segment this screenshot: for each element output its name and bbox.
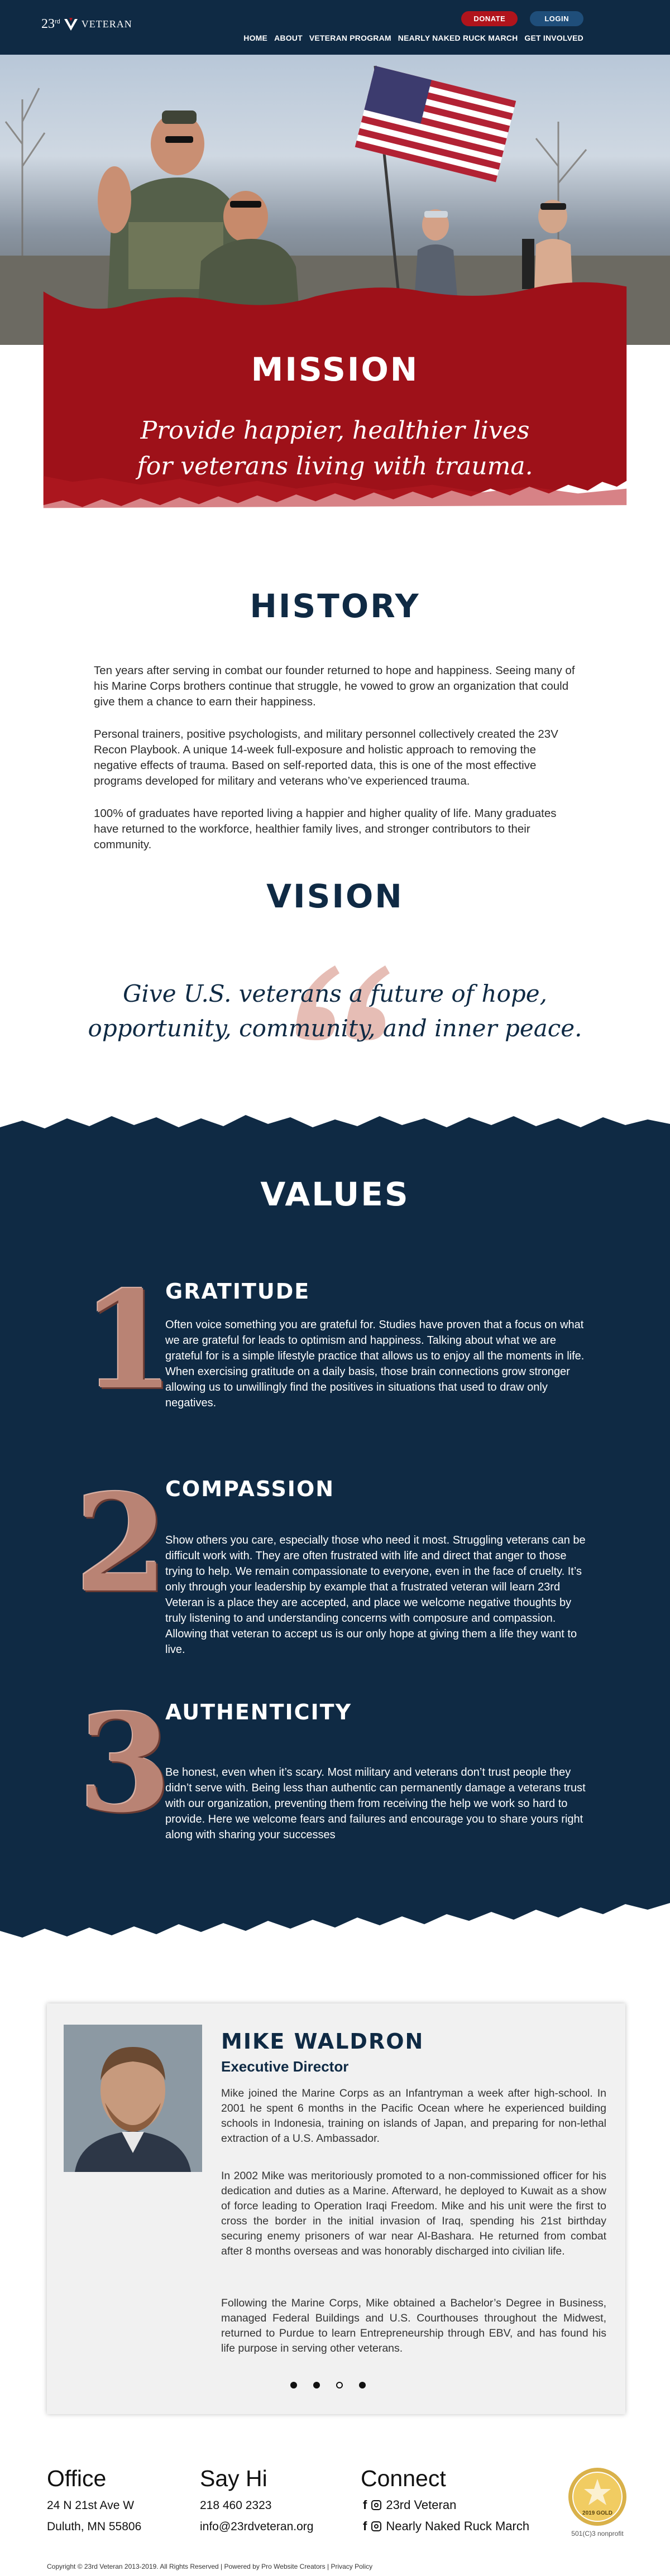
carousel-dots [290,2382,366,2388]
footer-address-line-2: Duluth, MN 55806 [47,2520,142,2533]
team-member-role: Executive Director [221,2058,349,2075]
value-text-compassion: Show others you care, especially those who need it most. Struggling veterans can be difficult work with. They are often frustrated with life and direct that anger to those trying to help. We remain compassionate to everyone, even in the face of cruelty. It’s only through your leadership by example that a frustrated veteran will learn 23rd Veteran is a place they are accepted, and place we welcome negative thoughts by truly listening to and understanding concerns with composure and compassion. Allowing that veteran to accept us is our only hope at giving them a life they want to live. [165,1534,586,1656]
mission-title: MISSION [251,350,419,388]
guidestar-seal-icon [567,2467,628,2527]
carousel-dot-3-active[interactable] [336,2382,343,2388]
value-text-authenticity: Be honest, even when it’s scary. Most military and veterans don’t trust people they didn’t serve with. Being less than authentic can permanently damage a veterans trust with our organization, preventing them from receiving the help we work so hard to provide. Here we welcome fears and failures and encourage you to share yours right along with sharing your successes [165,1766,586,1841]
value-heading-authenticity: AUTHENTICITY [165,1700,352,1724]
mission-line-1: Provide happier, healthier lives [140,416,530,445]
vision-line-1: Give U.S. veterans a future of hope, [123,980,547,1007]
value-number-3: 3 [78,1685,171,1842]
vision-line-2: opportunity, community, and inner peace. [88,1015,582,1042]
donate-button[interactable]: DONATE [461,11,518,26]
footer-connect-title: Connect [361,2466,446,2491]
value-heading-compassion: COMPASSION [165,1477,335,1501]
logo-number: 23 [41,16,55,31]
facebook-icon[interactable]: f [363,2498,367,2512]
seal-text: 2019 GOLD [582,2510,612,2516]
nav-item-get-involved[interactable]: GET INVOLVED [524,33,583,42]
login-button[interactable]: LOGIN [530,11,583,26]
social-label-1[interactable]: 23rd Veteran [386,2498,457,2512]
value-heading-gratitude: GRATITUDE [165,1279,310,1304]
nonprofit-label: 501(C)3 nonprofit [571,2530,624,2537]
social-link-ruck-march[interactable] [363,2519,529,2534]
site-logo[interactable] [41,16,132,32]
team-member-photo [64,2025,202,2172]
nav-item-about[interactable]: ABOUT [274,33,303,42]
history-paragraph-1: Ten years after serving in combat our founder returned to hope and happiness. Seeing many of his Marine Corps brothers continue that struggle, he vowed to grow an organization that could give them a chance to earn their happiness. [94,664,575,708]
logo-text: VETERAN [81,18,132,30]
nav-item-veteran-program[interactable]: VETERAN PROGRAM [309,33,391,42]
main-nav [243,33,583,42]
mission-statement [0,413,670,484]
copyright-text: Copyright © 23rd Veteran 2013-2019. All Rights Reserved | Powered by Pro Website Creators | Privacy Policy [47,2563,373,2570]
mission-line-2: for veterans living with trauma. [137,452,533,480]
site-header [0,0,670,55]
value-number-1: 1 [82,1262,175,1419]
team-member-name: MIKE WALDRON [221,2029,424,2054]
history-paragraph-3: 100% of graduates have reported living a happier and higher quality of life. Many graduates have returned to the workforce, healthier family lives, and stronger contributors to their community. [94,807,557,851]
footer-email[interactable]: info@23rdveteran.org [200,2520,314,2533]
footer-office-title: Office [47,2466,107,2491]
social-label-2[interactable]: Nearly Naked Ruck March [386,2519,530,2533]
nav-item-home[interactable]: HOME [243,33,268,42]
header-actions [461,11,583,26]
values-title: VALUES [260,1175,410,1213]
value-number-2: 2 [75,1465,168,1622]
mission-brush-background [0,262,670,525]
carousel-dot-4[interactable] [359,2382,366,2388]
facebook-icon[interactable]: f [363,2519,367,2533]
bio-paragraph-1: Mike joined the Marine Corps as an Infantryman a week after high-school. In 2001 he spent 6 months in the Pacific Ocean where he experienced building schools in Indonesia, training on islands of Japan, and preparing for non-lethal extraction of a U.S. Ambassador. [221,2087,606,2145]
carousel-dot-1[interactable] [290,2382,297,2388]
bio-paragraph-2: In 2002 Mike was meritoriously promoted to a non-commissioned officer for his dedication and duties as a Marine. Afterward, he deployed to Kuwait as a show of force leading to Operation Iraqi Freedom. Mike and his unit were the first to cross the border in the initial invasion of Iraq, spending his 21st birthday securing enemy prisoners of war near Al-Bashara. He returned from combat after 8 months overseas and was honorably discharged into civilian life. [221,2170,606,2257]
instagram-icon[interactable] [371,2521,381,2531]
nav-item-ruck-march[interactable]: NEARLY NAKED RUCK MARCH [398,33,518,42]
vision-statement [0,977,670,1046]
footer-address-line-1: 24 N 21st Ave W [47,2499,135,2512]
vision-title: VISION [266,877,404,915]
footer-phone[interactable]: 218 460 2323 [200,2499,272,2512]
carousel-dot-2[interactable] [313,2382,320,2388]
footer-sayhi-title: Say Hi [200,2466,267,2491]
value-text-gratitude: Often voice something you are grateful for. Studies have proven that a focus on what we are grateful for leads to optimism and happiness. Talking about what we are grateful for is a simple lifestyle practice that allows us to enjoy all the moments in life. When exercising gratitude on a daily basis, those brain connections grow stronger allowing us to unwillingly find the positives in situations that used to draw only negatives. [165,1319,585,1409]
history-title: HISTORY [250,587,420,625]
bio-paragraph-3: Following the Marine Corps, Mike obtained a Bachelor’s Degree in Business, managed Federal Buildings and U.S. Courthouses throughout the Midwest, returned to Purdue to learn Entrepreneurship through EBV, and has found his life purpose in serving other veterans. [221,2297,606,2354]
logo-superscript: rd [55,18,60,25]
logo-emblem-icon [63,16,79,32]
history-paragraph-2: Personal trainers, positive psychologists, and military personnel collectively created the 23V Recon Playbook. A unique 14-week full-exposure and holistic approach to removing the negative effects of trauma. Based on self-reported data, this is one of the most effective programs developed for military and veterans who’ve experienced trauma. [94,728,558,787]
instagram-icon[interactable] [371,2500,381,2510]
social-link-23rd-veteran[interactable] [363,2498,456,2512]
portrait-image [64,2025,202,2172]
